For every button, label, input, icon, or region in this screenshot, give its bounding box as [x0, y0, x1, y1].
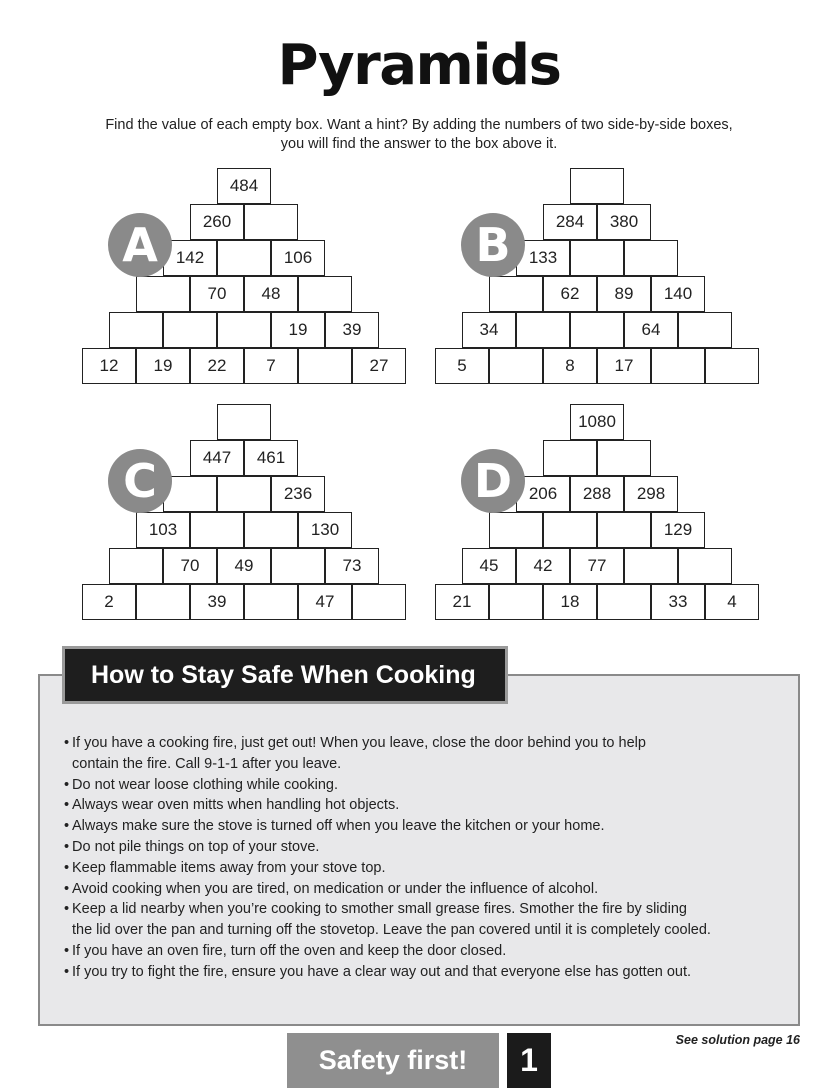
page-title: Pyramids [277, 33, 561, 98]
pyramid-box[interactable]: 8 [543, 348, 597, 384]
pyramid-box[interactable] [109, 312, 163, 348]
footer-section-label: Safety first! [287, 1033, 499, 1088]
pyramid-box[interactable] [298, 348, 352, 384]
pyramid-box[interactable]: 130 [298, 512, 352, 548]
solution-note: See solution page 16 [675, 1033, 800, 1047]
pyramid-box[interactable] [217, 476, 271, 512]
pyramid-box[interactable] [705, 348, 759, 384]
pyramid-box[interactable] [136, 276, 190, 312]
pyramid-box[interactable]: 447 [190, 440, 244, 476]
pyramid-box[interactable]: 27 [352, 348, 406, 384]
pyramid-box[interactable] [244, 512, 298, 548]
pyramid-box[interactable] [489, 276, 543, 312]
pyramid-box[interactable]: 33 [651, 584, 705, 620]
pyramid-box[interactable] [597, 512, 651, 548]
pyramid-box[interactable]: 77 [570, 548, 624, 584]
pyramid-box[interactable] [543, 512, 597, 548]
pyramid-box[interactable] [352, 584, 406, 620]
pyramid-box[interactable]: 70 [163, 548, 217, 584]
pyramid-box[interactable] [298, 276, 352, 312]
pyramid-box[interactable] [597, 440, 651, 476]
pyramid-box[interactable]: 1080 [570, 404, 624, 440]
pyramid-box[interactable] [678, 312, 732, 348]
pyramid-box[interactable]: 17 [597, 348, 651, 384]
pyramid-label-badge: B [461, 213, 525, 277]
pyramid-box[interactable]: 47 [298, 584, 352, 620]
pyramid-box[interactable]: 22 [190, 348, 244, 384]
list-item: • Keep a lid nearby when you’re cooking to smother small grease fires. Smother the fire by sliding the lid over the pan and turning off the stovetop. Leave the pan covered until it is completely cooled. [64, 899, 784, 941]
pyramid-box[interactable] [489, 584, 543, 620]
list-item: • Do not pile things on top of your stove. [64, 837, 784, 858]
pyramid-box[interactable]: 64 [624, 312, 678, 348]
instructions-line-2: you will find the answer to the box above it. [280, 136, 558, 152]
pyramid-box[interactable] [190, 512, 244, 548]
pyramid-box[interactable]: 260 [190, 204, 244, 240]
pyramid-box[interactable] [163, 312, 217, 348]
pyramid-box[interactable]: 34 [462, 312, 516, 348]
pyramid-label-badge: A [108, 213, 172, 277]
pyramid-box[interactable] [271, 548, 325, 584]
pyramid-box[interactable] [244, 584, 298, 620]
pyramid-box[interactable] [217, 240, 271, 276]
page-number: 1 [507, 1033, 551, 1088]
pyramid-box[interactable]: 89 [597, 276, 651, 312]
pyramid-box[interactable] [624, 240, 678, 276]
pyramid-box[interactable]: 42 [516, 548, 570, 584]
pyramid-box[interactable]: 284 [543, 204, 597, 240]
pyramid-box[interactable]: 21 [435, 584, 489, 620]
list-item: • Do not wear loose clothing while cooking. [64, 775, 784, 796]
list-item: • Avoid cooking when you are tired, on medication or under the influence of alcohol. [64, 879, 784, 900]
pyramid-box[interactable]: 70 [190, 276, 244, 312]
pyramid-box[interactable]: 142 [163, 240, 217, 276]
pyramid-box[interactable]: 106 [271, 240, 325, 276]
pyramid-box[interactable]: 39 [190, 584, 244, 620]
pyramid-box[interactable]: 19 [271, 312, 325, 348]
pyramid-box[interactable] [109, 548, 163, 584]
pyramid-box[interactable]: 129 [651, 512, 705, 548]
pyramid-box[interactable]: 73 [325, 548, 379, 584]
list-item: • Always make sure the stove is turned off when you leave the kitchen or your home. [64, 816, 784, 837]
pyramid-box[interactable]: 298 [624, 476, 678, 512]
pyramid-box[interactable]: 133 [516, 240, 570, 276]
pyramid-box[interactable]: 7 [244, 348, 298, 384]
pyramid-box[interactable]: 18 [543, 584, 597, 620]
pyramid-box[interactable]: 2 [82, 584, 136, 620]
pyramid-box[interactable] [678, 548, 732, 584]
pyramid-box[interactable]: 380 [597, 204, 651, 240]
list-item: • If you have an oven fire, turn off the oven and keep the door closed. [64, 941, 784, 962]
list-item: • If you have a cooking fire, just get out! When you leave, close the door behind you to help contain the fire. Call 9-1-1 after you leave. [64, 733, 784, 775]
pyramid-box[interactable]: 45 [462, 548, 516, 584]
pyramid-box[interactable] [136, 584, 190, 620]
pyramid-box[interactable]: 5 [435, 348, 489, 384]
pyramid-box[interactable] [244, 204, 298, 240]
pyramid-box[interactable] [543, 440, 597, 476]
pyramid-box[interactable]: 103 [136, 512, 190, 548]
pyramid-box[interactable] [163, 476, 217, 512]
pyramid-box[interactable]: 206 [516, 476, 570, 512]
pyramid-box[interactable]: 4 [705, 584, 759, 620]
pyramid-box[interactable]: 49 [217, 548, 271, 584]
pyramid-box[interactable]: 461 [244, 440, 298, 476]
pyramid-label-badge: D [461, 449, 525, 513]
pyramid-box[interactable] [570, 312, 624, 348]
instructions [100, 116, 738, 154]
pyramid-box[interactable] [489, 348, 543, 384]
pyramid-box[interactable] [570, 240, 624, 276]
pyramid-box[interactable] [489, 512, 543, 548]
list-item: • Keep flammable items away from your stove top. [64, 858, 784, 879]
safety-heading: How to Stay Safe When Cooking [62, 646, 508, 704]
pyramid-label-badge: C [108, 449, 172, 513]
pyramid-box[interactable]: 62 [543, 276, 597, 312]
instructions-line-1: Find the value of each empty box. Want a hint? By adding the numbers of two side-by-side boxes, [105, 117, 733, 133]
pyramid-box[interactable]: 39 [325, 312, 379, 348]
pyramid-box[interactable] [217, 312, 271, 348]
pyramid-box[interactable]: 288 [570, 476, 624, 512]
pyramid-box[interactable] [516, 312, 570, 348]
pyramid-box[interactable]: 140 [651, 276, 705, 312]
pyramid-box[interactable]: 12 [82, 348, 136, 384]
pyramid-box[interactable]: 484 [217, 168, 271, 204]
pyramid-box[interactable]: 236 [271, 476, 325, 512]
pyramid-box[interactable] [651, 348, 705, 384]
pyramid-box[interactable] [624, 548, 678, 584]
pyramid-box[interactable] [570, 168, 624, 204]
pyramid-box[interactable] [217, 404, 271, 440]
list-item: • If you try to fight the fire, ensure you have a clear way out and that everyone else has gotten out. [64, 962, 784, 983]
list-item: • Always wear oven mitts when handling hot objects. [64, 795, 784, 816]
safety-tips-list [64, 733, 784, 983]
pyramid-box[interactable]: 48 [244, 276, 298, 312]
pyramid-box[interactable] [597, 584, 651, 620]
pyramid-box[interactable]: 19 [136, 348, 190, 384]
